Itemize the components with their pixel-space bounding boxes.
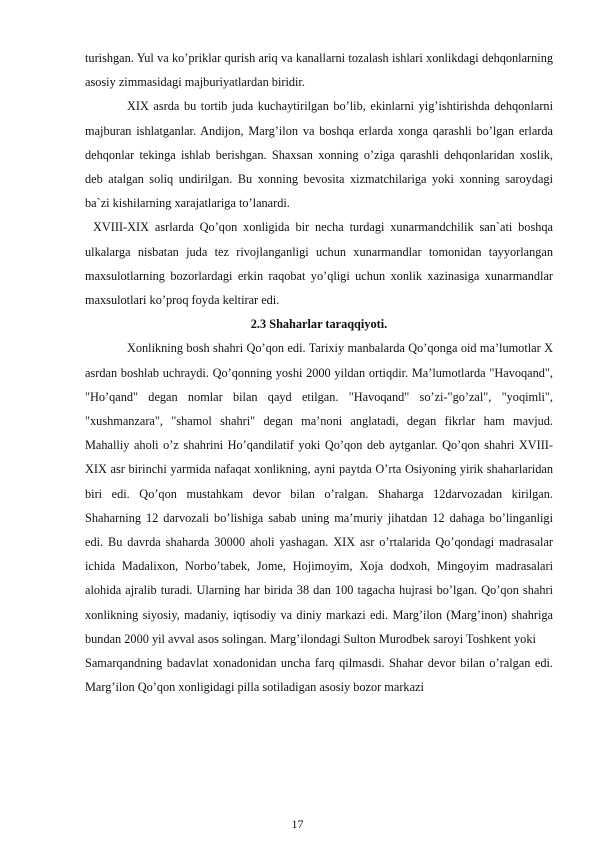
paragraph-labor-duties: turishgan. Yul va ko’priklar qurish ariq va kanallarni tozalash ishlari xonlikdagi dehqonlarning asosiy zimmasidagi majburiyatlardan biridir.	[85, 51, 553, 90]
paragraph-xix-century: XIX asrda bu tortib juda kuchaytirilgan bo’lib, ekinlarni yig’ishtirishda dehqonlarni majburan ishlatganlar. Andijon, Marg’ilon va boshqa erlarda xonga qarashli bo’lgan erlarda dehqonlar tekinga ishlab berishgan. Shaxsan xonning o’ziga qarashli dehqonlaridan xoslik, deb atalgan soliq undirilgan. Bu xonning bevosita xizmatchilariga yoki xonning saroydagi ba`zi kishilarning xarajatlariga to’lanardi.	[85, 99, 553, 211]
section-heading: 2.3 Shaharlar taraqqiyoti.	[250, 317, 388, 332]
document-body	[85, 46, 553, 699]
paragraph-samarkand: Samarqandning badavlat xonadonidan uncha farq qilmasdi. Shahar devor bilan o’ralgan edi. Marg’ilon Qo’qon xonligidagi pilla sotiladigan asosiy bozor markazi	[85, 656, 553, 695]
paragraph-crafts: XVIII-XIX asrlarda Qo’qon xonligida bir necha turdagi xunarmandchilik san`ati boshqa ulkalarga nisbatan juda tez rivojlanganligi uchun xunarmandlar tomonidan tayyorlangan maxsulotlarning bozorlardagi erkin raqobat yo’qligi uchun xonlik xazinasiga xunarmandlar maxsulotlari ko’proq foyda keltirar edi.	[85, 220, 553, 308]
paragraph-kokand-city: Xonlikning bosh shahri Qo’qon edi. Tarixiy manbalarda Qo’qonga oid ma’lumotlar X asrdan boshlab uchraydi. Qo’qonning yoshi 2000 yildan ortiqdir. Ma’lumotlarda "Havoqand", "Ho’qand" degan nomlar bilan qayd etilgan. "Havoqand" so’zi-"go’zal", "yoqimli", "xushmanzara", "shamol shahri" degan ma’noni anglatadi, degan fikrlar ham mavjud. Mahalliy aholi o’z shahrini Ho’qandilatif yoki Qo’qon deb aytganlar. Qo’qon shahri XVIII-XIX asr birinchi yarmida nafaqat xonlikning, ayni paytda O’rta Osiyoning yirik shaharlaridan biri edi. Qo’qon mustahkam devor bilan o’ralgan. Shaharga 12darvozadan kirilgan. Shaharning 12 darvozali bo’lishiga sabab uning ma’muriy jihatdan 12 dahaga bo’linganligi edi. Bu davrda shaharda 30000 aholi yashagan. XIX asr o’rtalarida Qo’qondagi madrasalar ichida Madalixon, Norbo’tabek, Jome, Hojimoyim, Xoja dodxoh, Mingoyim madrasalari alohida ajralib turadi. Ularning har birida 38 dan 100 tagacha hujrasi bo’lgan. Qo’qon shahri xonlikning siyosiy, madaniy, iqtisodiy va diniy markazi edi. Marg’ilon (Marg’inon) shahriga bundan 2000 yil avval asos solingan. Marg’ilondagi Sulton Murodbek saroyi Toshkent yoki	[85, 341, 553, 646]
page-number: 17	[291, 817, 304, 831]
